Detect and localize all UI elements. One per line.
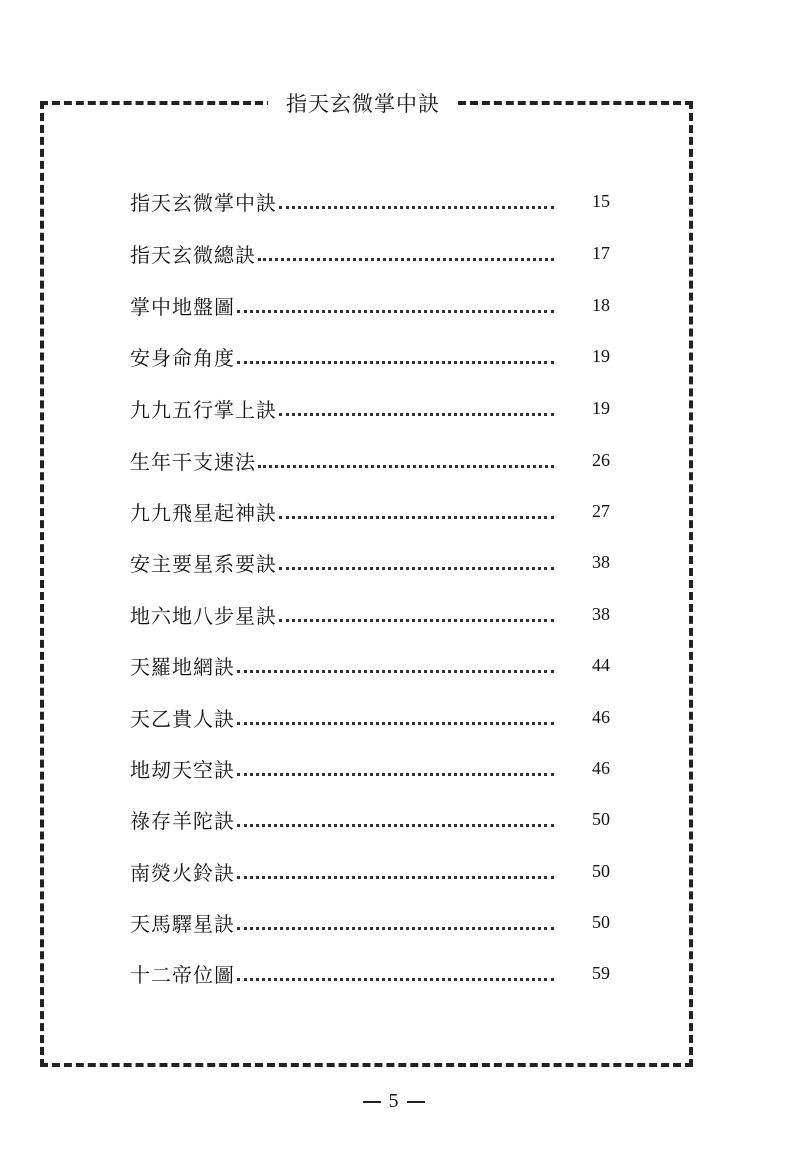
toc-entry[interactable] <box>130 341 610 371</box>
toc-entry-page: 59 <box>592 962 610 983</box>
dot-leader <box>237 925 554 930</box>
toc-entry-label: 指天玄微掌中訣 <box>130 190 277 215</box>
toc-entry[interactable] <box>130 599 610 629</box>
toc-entry[interactable] <box>130 753 610 783</box>
dot-leader <box>279 617 554 622</box>
toc-entry[interactable] <box>130 445 610 475</box>
toc-entry[interactable] <box>130 907 610 937</box>
toc-entry-label: 十二帝位圖 <box>130 962 235 987</box>
toc-entry[interactable] <box>130 702 610 732</box>
toc-entry-label: 九九五行掌上訣 <box>130 397 277 422</box>
toc-entry[interactable] <box>130 856 610 886</box>
toc-entry[interactable] <box>130 804 610 834</box>
footer-dash-left <box>363 1101 381 1103</box>
toc-entry-page: 17 <box>592 242 610 263</box>
toc-entry-page: 19 <box>592 397 610 418</box>
page-title: 指天玄微掌中訣 <box>286 92 440 116</box>
dot-leader <box>237 668 554 673</box>
toc-entry-page: 50 <box>592 911 610 932</box>
dot-leader <box>237 308 554 313</box>
dot-leader <box>279 565 554 570</box>
toc-entry-label: 掌中地盤圖 <box>130 294 235 319</box>
toc-entry[interactable] <box>130 238 610 268</box>
page-footer <box>0 1090 787 1113</box>
dot-leader <box>237 822 554 827</box>
toc-entry-label: 指天玄微總訣 <box>130 242 256 267</box>
toc-entry-label: 九九飛星起神訣 <box>130 500 277 525</box>
toc-entry-page: 46 <box>592 757 610 778</box>
toc-entry[interactable] <box>130 290 610 320</box>
page-number: 5 <box>388 1090 399 1112</box>
toc-entry-page: 26 <box>592 449 610 470</box>
dot-leader <box>237 874 554 879</box>
toc-entry-page: 44 <box>592 654 610 675</box>
toc-entry-label: 生年干支速法 <box>130 449 256 474</box>
dot-leader <box>258 256 554 261</box>
toc-entry-label: 地刼天空訣 <box>130 757 235 782</box>
toc-entry-label: 祿存羊陀訣 <box>130 808 235 833</box>
dot-leader <box>237 359 554 364</box>
toc-entry-page: 27 <box>592 500 610 521</box>
dot-leader <box>279 204 554 209</box>
toc-entry-label: 南熒火鈴訣 <box>130 860 235 885</box>
toc-entry[interactable] <box>130 958 610 988</box>
dot-leader <box>279 411 554 416</box>
toc-entry[interactable] <box>130 547 610 577</box>
toc-entry-label: 天乙貴人訣 <box>130 706 235 731</box>
toc-entry-label: 天馬驛星訣 <box>130 911 235 936</box>
toc-entry-page: 50 <box>592 808 610 829</box>
toc-entry-label: 安主要星系要訣 <box>130 551 277 576</box>
dot-leader <box>237 976 554 981</box>
footer-dash-right <box>407 1101 425 1103</box>
toc-entry-label: 天羅地網訣 <box>130 654 235 679</box>
dot-leader <box>279 514 554 519</box>
toc-entry-page: 38 <box>592 551 610 572</box>
toc-entry-page: 19 <box>592 345 610 366</box>
toc-entry-label: 安身命角度 <box>130 345 235 370</box>
dot-leader <box>237 771 554 776</box>
dot-leader <box>237 720 554 725</box>
toc-entry-label: 地六地八步星訣 <box>130 603 277 628</box>
toc-entry-page: 18 <box>592 294 610 315</box>
toc-entry[interactable] <box>130 496 610 526</box>
toc-entry[interactable] <box>130 650 610 680</box>
toc-entry[interactable] <box>130 186 610 216</box>
dot-leader <box>258 463 554 468</box>
toc-entry-page: 50 <box>592 860 610 881</box>
toc-entry-page: 46 <box>592 706 610 727</box>
toc-entry-page: 38 <box>592 603 610 624</box>
toc-entry-page: 15 <box>592 190 610 211</box>
toc-entry[interactable] <box>130 393 610 423</box>
